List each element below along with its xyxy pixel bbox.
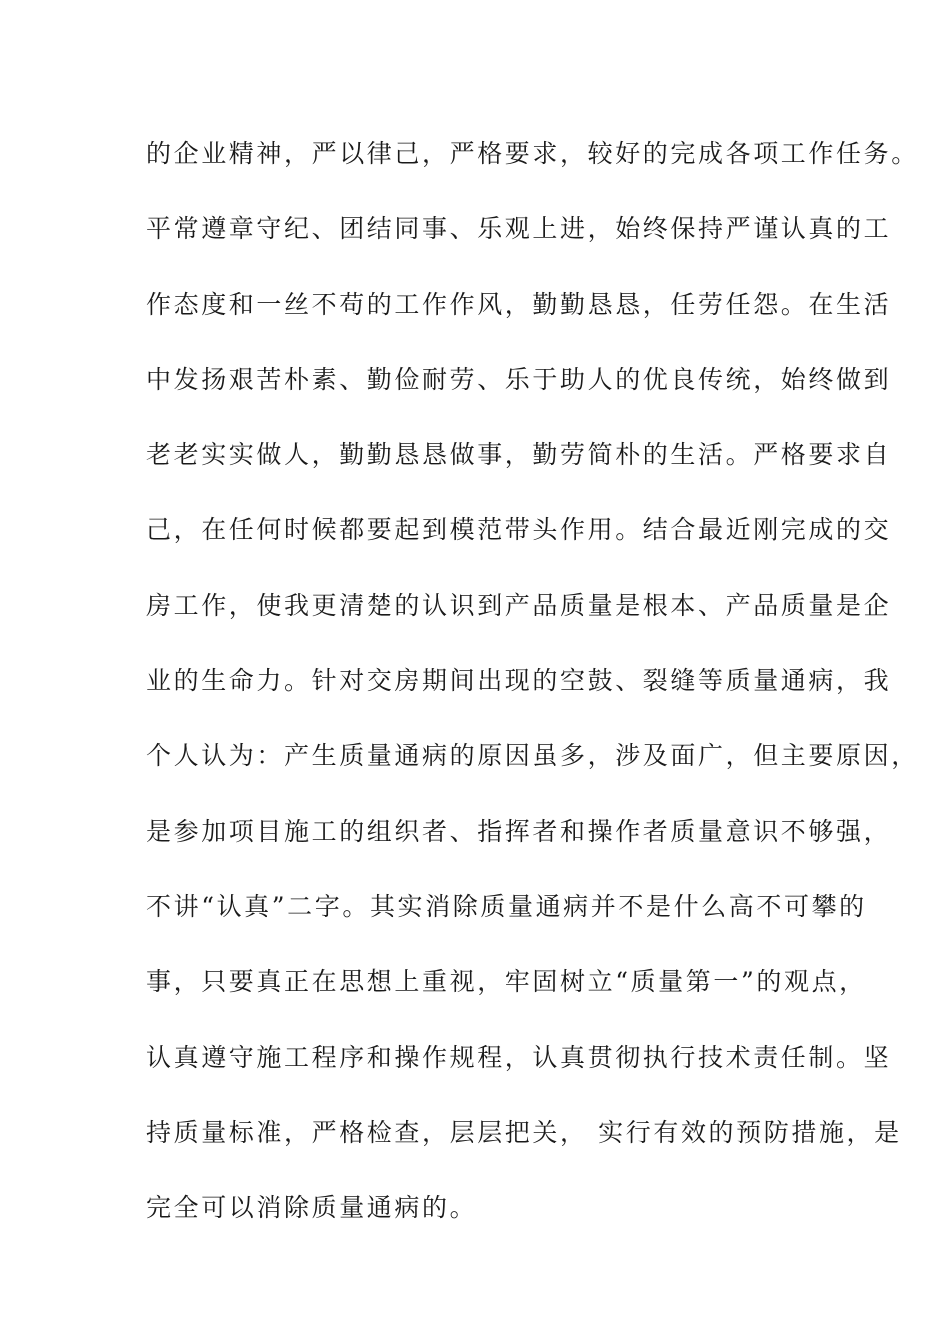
text-line-12: 事，只要真正在思想上重视，牢固树立“质量第一”的观点， [146,967,867,997]
text-line-11: 不讲“认真”二字。其实消除质量通病并不是什么高不可攀的 [146,891,867,921]
text-line-13: 认真遵守施工程序和操作规程，认真贯彻执行技术责任制。坚 [146,1042,892,1072]
text-line-6: 己，在任何时候都要起到模范带头作用。结合最近刚完成的交 [146,515,892,545]
text-line-2: 平常遵章守纪、团结同事、乐观上进，始终保持严谨认真的工 [146,214,892,244]
text-line-1: 的企业精神，严以律己，严格要求，较好的完成各项工作任务。 [146,139,919,168]
text-line-10: 是参加项目施工的组织者、指挥者和操作者质量意识不够强， [146,816,892,846]
text-line-15: 完全可以消除质量通病的。 [146,1193,478,1223]
text-line-4: 中发扬艰苦朴素、勤俭耐劳、乐于助人的优良传统，始终做到 [146,364,892,394]
text-line-5: 老老实实做人，勤勤恳恳做事，勤劳简朴的生活。严格要求自 [146,440,892,470]
text-line-7: 房工作，使我更清楚的认识到产品质量是根本、产品质量是企 [146,590,892,620]
text-line-8: 业的生命力。针对交房期间出现的空鼓、裂缝等质量通病，我 [146,666,892,696]
text-line-9: 个人认为：产生质量通病的原因虽多，涉及面广，但主要原因， [146,741,919,771]
text-line-3: 作态度和一丝不苟的工作作风，勤勤恳恳，任劳任怨。在生活 [146,289,892,319]
body-paragraph [146,128,919,1257]
text-line-14: 持质量标准，严格检查，层层把关， 实行有效的预防措施，是 [146,1117,902,1147]
